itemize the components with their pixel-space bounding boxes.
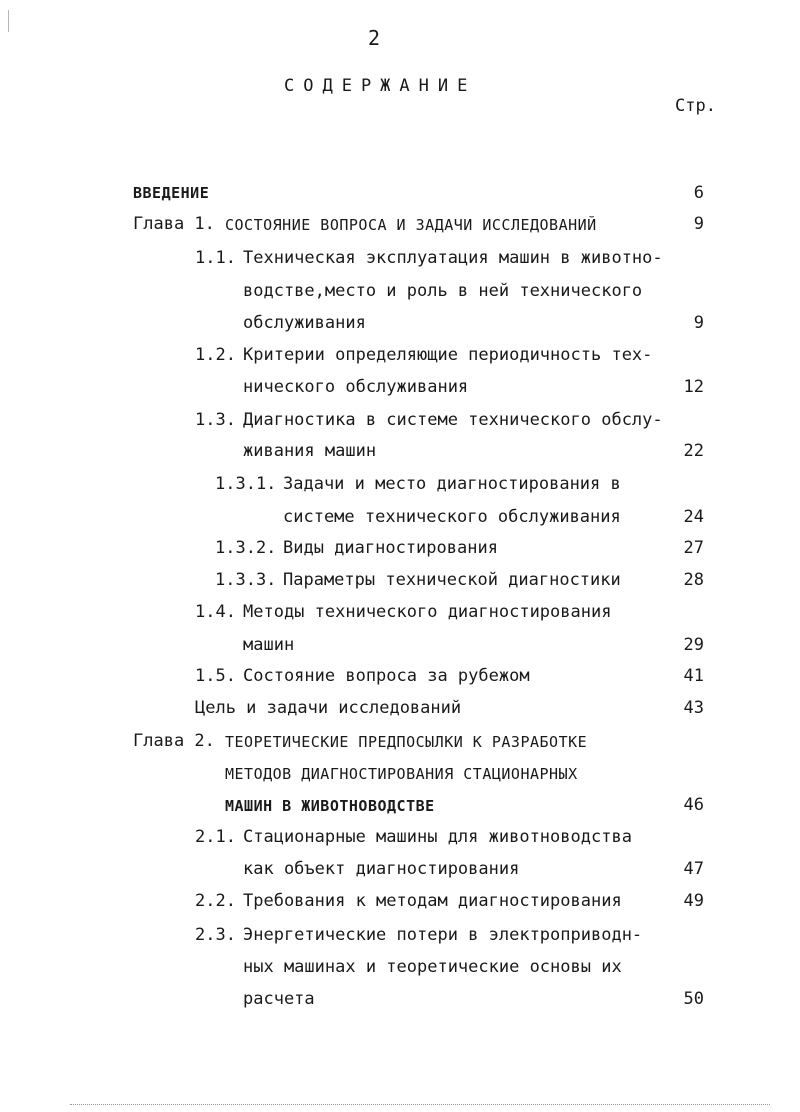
- toc-goal-page: 43: [683, 698, 704, 718]
- toc-1-3-2-page: 27: [683, 538, 704, 558]
- toc-1-1-line-2: водстве,место и роль в ней технического: [243, 281, 643, 301]
- toc-ch2-label: Глава 2.: [133, 731, 215, 751]
- toc-1-1-line-1: Техническая эксплуатация машин в животно-: [243, 248, 663, 268]
- toc-1-3-page: 22: [683, 441, 704, 461]
- toc-1-3-3-title: Параметры технической диагностики: [283, 570, 621, 590]
- toc-ch1-label: Глава 1.: [133, 214, 215, 234]
- toc-2-1-page: 47: [683, 859, 704, 879]
- toc-2-1-line-1: Стационарные машины для животноводства: [243, 827, 632, 847]
- page-column-label: Стр.: [675, 96, 716, 116]
- toc-2-1-line-2: как объект диагностирования: [243, 859, 520, 879]
- toc-1-2-number: 1.2.: [195, 345, 236, 365]
- toc-intro-title: ВВЕДЕНИЕ: [133, 184, 210, 202]
- toc-1-1-number: 1.1.: [195, 248, 236, 268]
- toc-1-3-2-number: 1.3.2.: [215, 538, 277, 558]
- toc-ch1-title: СОСТОЯНИЕ ВОПРОСА И ЗАДАЧИ ИССЛЕДОВАНИЙ: [225, 216, 597, 234]
- toc-1-5-page: 41: [683, 666, 704, 686]
- toc-1-3-3-page: 28: [683, 570, 704, 590]
- toc-1-5-number: 1.5.: [195, 666, 236, 686]
- contents-heading: СОДЕРЖАНИЕ: [284, 76, 477, 96]
- toc-ch2-page: 46: [683, 795, 704, 815]
- toc-1-1-line-3: обслуживания: [243, 313, 366, 333]
- toc-2-3-line-1: Энергетические потери в электроприводн-: [243, 925, 643, 945]
- toc-1-3-1-line-1: Задачи и место диагностирования в: [283, 474, 621, 494]
- toc-1-2-line-2: нического обслуживания: [243, 377, 469, 397]
- toc-ch2-line-1: ТЕОРЕТИЧЕСКИЕ ПРЕДПОСЫЛКИ К РАЗРАБОТКЕ: [225, 733, 588, 751]
- toc-1-3-3-number: 1.3.3.: [215, 570, 277, 590]
- toc-2-3-number: 2.3.: [195, 925, 236, 945]
- toc-2-3-line-2: ных машинах и теоретические основы их: [243, 957, 622, 977]
- toc-1-3-2-title: Виды диагностирования: [283, 538, 498, 558]
- toc-ch2-line-3: МАШИН В ЖИВОТНОВОДСТВЕ: [225, 797, 435, 815]
- toc-1-1-page: 9: [693, 313, 704, 333]
- toc-goal-title: Цель и задачи исследований: [195, 698, 462, 718]
- toc-1-2-line-1: Критерии определяющие периодичность тех-: [243, 345, 653, 365]
- toc-ch2-line-2: МЕТОДОВ ДИАГНОСТИРОВАНИЯ СТАЦИОНАРНЫХ: [225, 765, 578, 783]
- toc-1-4-number: 1.4.: [195, 602, 236, 622]
- toc-1-5-title: Состояние вопроса за рубежом: [243, 666, 530, 686]
- scan-bottom-edge: [70, 1104, 770, 1106]
- page-number: 2: [368, 26, 381, 50]
- scan-edge-mark: [8, 10, 9, 32]
- toc-2-3-line-3: расчета: [243, 989, 315, 1009]
- toc-1-3-line-1: Диагностика в системе технического обслу-: [243, 410, 663, 430]
- toc-2-1-number: 2.1.: [195, 827, 236, 847]
- toc-2-2-number: 2.2.: [195, 891, 236, 911]
- toc-2-3-page: 50: [683, 989, 704, 1009]
- toc-1-4-page: 29: [683, 635, 704, 655]
- toc-1-4-line-2: машин: [243, 635, 295, 655]
- toc-1-3-1-number: 1.3.1.: [215, 474, 277, 494]
- toc-1-3-1-line-2: системе технического обслуживания: [283, 507, 621, 527]
- toc-1-4-line-1: Методы технического диагностирования: [243, 602, 612, 622]
- toc-ch1-page: 9: [693, 214, 704, 234]
- toc-1-3-line-2: живания машин: [243, 441, 377, 461]
- toc-intro-page: 6: [693, 183, 704, 203]
- toc-1-3-1-page: 24: [683, 507, 704, 527]
- toc-1-2-page: 12: [683, 377, 704, 397]
- toc-2-2-page: 49: [683, 891, 704, 911]
- toc-2-2-title: Требования к методам диагностирования: [243, 891, 622, 911]
- toc-1-3-number: 1.3.: [195, 410, 236, 430]
